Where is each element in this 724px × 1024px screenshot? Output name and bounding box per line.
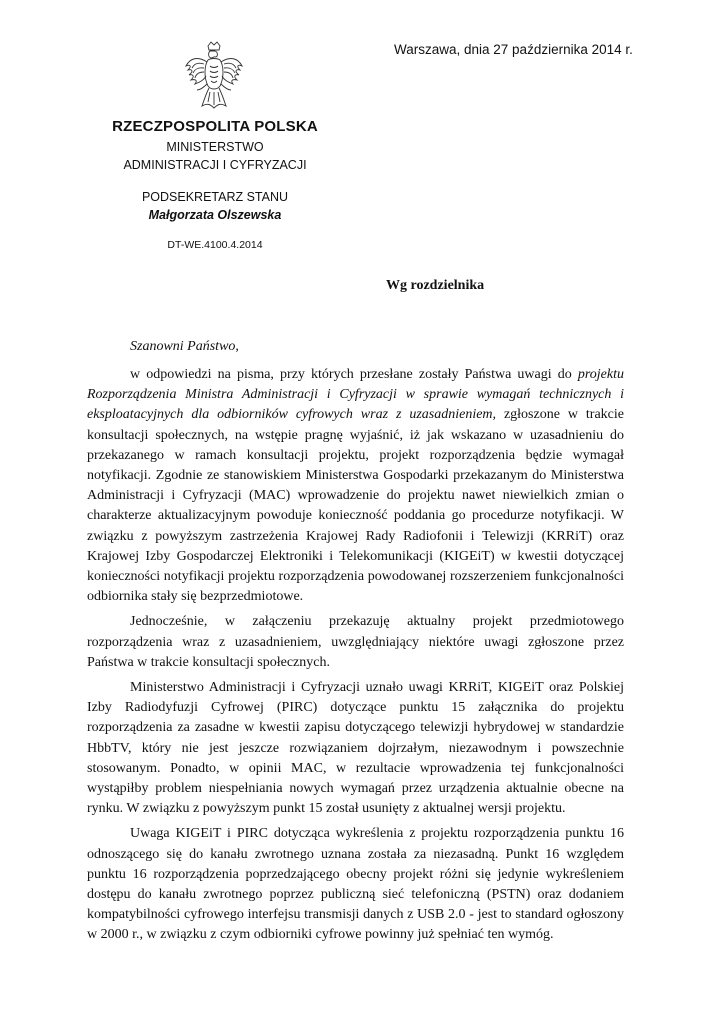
salutation bbox=[130, 339, 239, 355]
position-title: PODSEKRETARZ STANU bbox=[141, 190, 289, 204]
paragraph-3: Ministerstwo Administracji i Cyfryzacji uznało uwagi KRRiT, KIGEiT oraz Polskiej Izby Radiodyfuzji Cyfrowej (PIRC) dotyczące punktu 15 załącznika do projektu rozporządzenia za zasadne w kwestii zapisu dotyczącego telewizji hybrydowej w standardzie HbbTV, który nie jest jeszcze rozwiązaniem dojrzałym, niezawodnym i powszechnie stosowanym. Ponadto, w opinii MAC, w rezultacie wprowadzenia tej funkcjonalności wystąpiłby problem niespełniania nowych wymagań przez urządzenia aktualnie obecne na rynku. W związku z powyższym punkt 15 został usunięty z aktualnej wersji projektu. bbox=[87, 680, 624, 817]
date-line: Warszawa, dnia 27 października 2014 r. bbox=[394, 42, 633, 57]
paragraph-2: Jednocześnie, w załączeniu przekazuję aktualny projekt przedmiotowego rozporządzenia wraz z uzasadnieniem, uwzględniający niektóre uwagi zgłoszone przez Państwa w trakcie konsultacji społecznych. bbox=[87, 614, 624, 670]
paragraph-1-start: w odpowiedzi na pisma, przy których przesłane zostały Państwa uwagi do bbox=[130, 367, 578, 382]
salutation-text: Szanowni Państwo bbox=[130, 339, 236, 354]
recipients-line: Wg rozdzielnika bbox=[386, 278, 485, 293]
polish-eagle-emblem-icon bbox=[182, 40, 246, 112]
letterhead bbox=[100, 118, 330, 251]
signatory-name: Małgorzata Olszewska bbox=[148, 208, 282, 222]
paragraph-1-end: zgłoszone w trakcie konsultacji społecznych, na wstępie pragnę wyjaśnić, iż jak wskazano w uzasadnieniu do przekazanego w ramach konsultacji projektu, projekt rozporządzenia będzie wymagał notyfikacji. Zgodnie ze stanowiskiem Ministerstwa Gospodarki przekazanym do Ministerstwa Administracji i Cyfryzacji (MAC) wprowadzenie do projektu nawet niewielkich zmian o charakterze aktualizacyjnym powoduje konieczność poddania go procedurze notyfikacji. W związku z powyższym zastrzeżenia Krajowej Rady Radiofonii i Telewizji (KRRiT) oraz Krajowej Izby Gospodarczej Elektroniki i Telekomunikacji (KIGEiT) w kwestii dotyczącej konieczności notyfikacji projektu rozporządzenia powodowanej rozszerzeniem funkcjonalności odbiornika stały się bezprzedmiotowe. bbox=[87, 407, 624, 605]
paragraph-1-title: projektu Rozporządzenia Ministra Administracji i Cyfryzacji w sprawie wymagań technicznych i eksploatacyjnych dla odbiorników cyfrowych wraz z uzasadnieniem, bbox=[87, 367, 624, 423]
salutation-comma: , bbox=[235, 339, 239, 354]
ministry-line-1: MINISTERSTWO bbox=[166, 140, 264, 154]
reference-number: DT-WE.4100.4.2014 bbox=[167, 239, 263, 251]
ministry-line-2: ADMINISTRACJI I CYFRYZACJI bbox=[123, 158, 307, 172]
paragraph-1 bbox=[87, 365, 624, 607]
paragraph-4: Uwaga KIGEiT i PIRC dotycząca wykreślenia z projektu rozporządzenia punktu 16 odnoszącego się do kanału zwrotnego uznana została za niezasadną. Punkt 16 względem punktu 16 rozporządzenia poprzedzającego obecny projekt różni się jedynie wykreśleniem dostępu do kanału zwrotnego poprzez publiczną sieć telefoniczną (PSTN) oraz dodaniem kompatybilności cyfrowego interfejsu transmisji danych z USB 2.0 - jest to standard ogłoszony w 2000 r., w związku z czym odbiorniki cyfrowe powinny już spełniać ten wymóg. bbox=[87, 826, 624, 943]
letter-body bbox=[87, 365, 624, 951]
country-name: RZECZPOSPOLITA POLSKA bbox=[112, 118, 318, 135]
